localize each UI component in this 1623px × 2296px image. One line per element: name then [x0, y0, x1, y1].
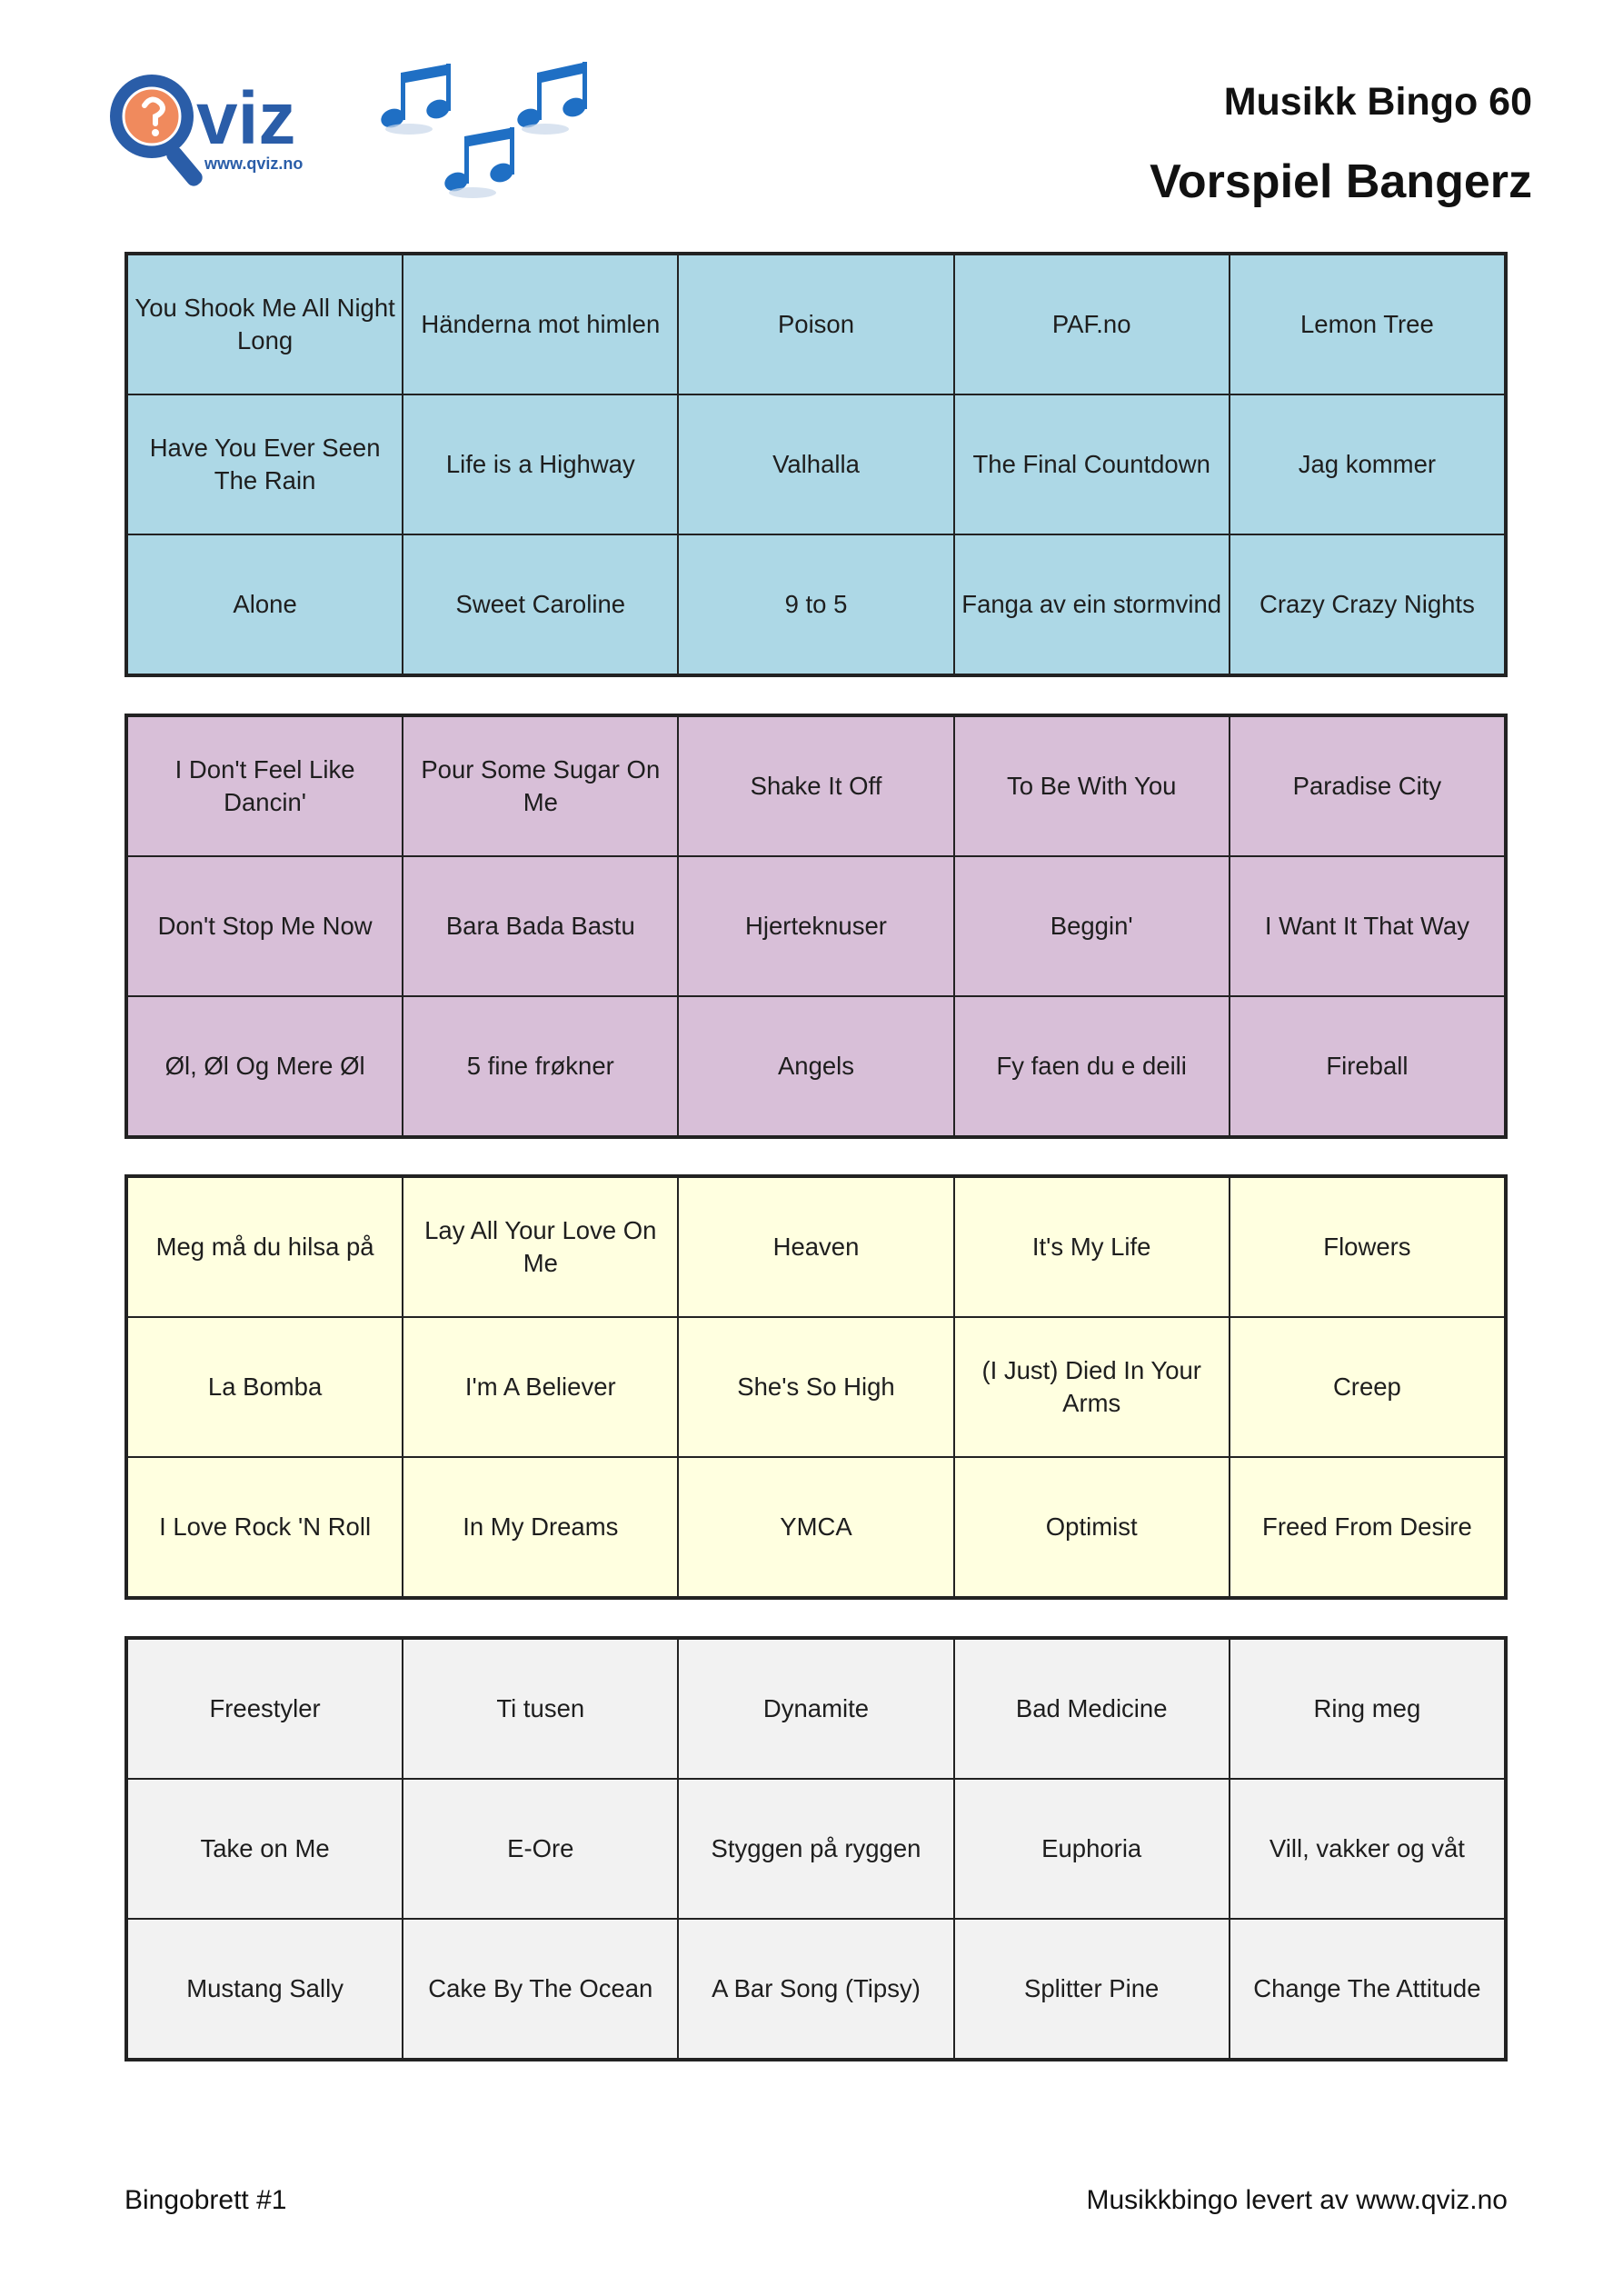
bingo-cell: Don't Stop Me Now [127, 856, 403, 996]
bingo-cell: Mustang Sally [127, 1919, 403, 2059]
bingo-cell: Fanga av ein stormvind [954, 534, 1230, 674]
bingo-cell: Fy faen du e deili [954, 996, 1230, 1136]
bingo-cell: She's So High [678, 1317, 953, 1457]
bingo-cell: (I Just) Died In Your Arms [954, 1317, 1230, 1457]
bingo-cell: Take on Me [127, 1779, 403, 1919]
bingo-cell: YMCA [678, 1457, 953, 1597]
bingo-cell: Cake By The Ocean [403, 1919, 678, 2059]
bingo-cell: PAF.no [954, 255, 1230, 394]
bingo-board-4 [124, 1636, 1508, 2061]
bingo-cell: 9 to 5 [678, 534, 953, 674]
bingo-cell: I'm A Believer [403, 1317, 678, 1457]
logo-url: www.qviz.no [204, 155, 304, 173]
board-number: Bingobrett #1 [124, 2185, 287, 2215]
bingo-cell: Flowers [1230, 1177, 1505, 1317]
bingo-cell: Vill, vakker og våt [1230, 1779, 1505, 1919]
bingo-cell: Heaven [678, 1177, 953, 1317]
bingo-cell: A Bar Song (Tipsy) [678, 1919, 953, 2059]
bingo-cell: I Want It That Way [1230, 856, 1505, 996]
bingo-cell: Lay All Your Love On Me [403, 1177, 678, 1317]
qviz-logo [102, 60, 338, 196]
bingo-cell: Ring meg [1230, 1639, 1505, 1779]
bingo-cell: Bara Bada Bastu [403, 856, 678, 996]
bingo-cell: Poison [678, 255, 953, 394]
bingo-board-2 [124, 714, 1508, 1139]
bingo-cell: Change The Attitude [1230, 1919, 1505, 2059]
bingo-cell: Angels [678, 996, 953, 1136]
bingo-cell: I Don't Feel Like Dancin' [127, 716, 403, 856]
bingo-cell: Jag kommer [1230, 394, 1505, 534]
bingo-cell: Crazy Crazy Nights [1230, 534, 1505, 674]
bingo-cell: Meg må du hilsa på [127, 1177, 403, 1317]
bingo-cell: Splitter Pine [954, 1919, 1230, 2059]
svg-text:viz: viz [196, 77, 296, 160]
bingo-cell: E-Ore [403, 1779, 678, 1919]
bingo-cell: Alone [127, 534, 403, 674]
bingo-cell: Pour Some Sugar On Me [403, 716, 678, 856]
bingo-cell: Lemon Tree [1230, 255, 1505, 394]
bingo-cell: Euphoria [954, 1779, 1230, 1919]
bingo-cell: In My Dreams [403, 1457, 678, 1597]
bingo-cell: Fireball [1230, 996, 1505, 1136]
page-title: Musikk Bingo 60 [1223, 80, 1532, 124]
bingo-cell: Beggin' [954, 856, 1230, 996]
bingo-cell: Styggen på ryggen [678, 1779, 953, 1919]
bingo-board-1 [124, 252, 1508, 677]
bingo-cell: Händerna mot himlen [403, 255, 678, 394]
bingo-cell: Freed From Desire [1230, 1457, 1505, 1597]
bingo-cell: Creep [1230, 1317, 1505, 1457]
music-notes-icon [373, 55, 618, 209]
page-subtitle: Vorspiel Bangerz [1150, 155, 1532, 208]
bingo-cell: Optimist [954, 1457, 1230, 1597]
bingo-cell: You Shook Me All Night Long [127, 255, 403, 394]
bingo-cell: Bad Medicine [954, 1639, 1230, 1779]
bingo-cell: It's My Life [954, 1177, 1230, 1317]
bingo-cell: Shake It Off [678, 716, 953, 856]
bingo-cell: Ti tusen [403, 1639, 678, 1779]
bingo-cell: Valhalla [678, 394, 953, 534]
footer-credit: Musikkbingo levert av www.qviz.no [1086, 2185, 1508, 2215]
bingo-cell: To Be With You [954, 716, 1230, 856]
bingo-cell: Freestyler [127, 1639, 403, 1779]
bingo-cell: Øl, Øl Og Mere Øl [127, 996, 403, 1136]
bingo-cell: Life is a Highway [403, 394, 678, 534]
bingo-cell: Paradise City [1230, 716, 1505, 856]
bingo-cell: I Love Rock 'N Roll [127, 1457, 403, 1597]
bingo-cell: Sweet Caroline [403, 534, 678, 674]
bingo-cell: Dynamite [678, 1639, 953, 1779]
bingo-cell: Have You Ever Seen The Rain [127, 394, 403, 534]
bingo-cell: Hjerteknuser [678, 856, 953, 996]
bingo-board-3 [124, 1174, 1508, 1600]
bingo-cell: The Final Countdown [954, 394, 1230, 534]
bingo-cell: La Bomba [127, 1317, 403, 1457]
bingo-cell: 5 fine frøkner [403, 996, 678, 1136]
